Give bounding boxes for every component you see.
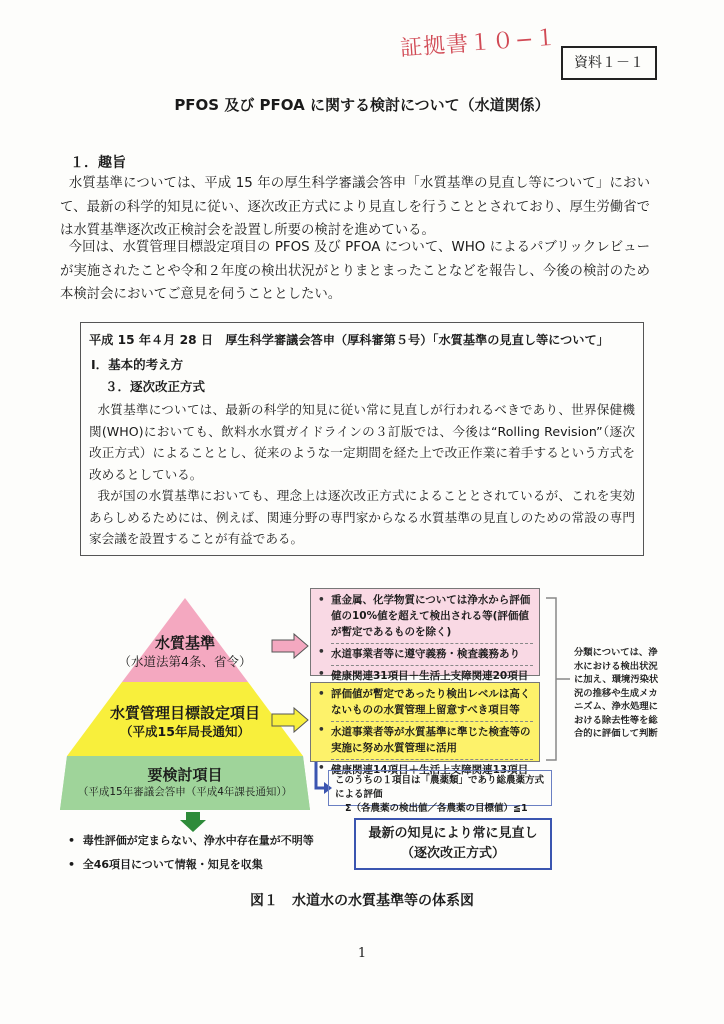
quote-box <box>80 322 644 556</box>
green-down-arrow-icon <box>180 812 206 832</box>
classification-note: 分類については、浄水における検出状況に加え、環境汚染状況の推移や生成メカニズム、浄水処理における除去性等を総合的に評価して判断 <box>574 647 659 739</box>
bottom-bullet-1: • 毒性評価が定まらない、浄水中存在量が不明等 <box>68 834 314 847</box>
target-items-box <box>310 682 540 776</box>
target-item: • 評価値が暫定であったり検出レベルは高くないものの水質管理上留意すべき項目等 <box>331 686 533 718</box>
bottom-bullet-2: • 全46項目について情報・知見を収集 <box>68 858 263 871</box>
pyramid-middle-label: 水質管理目標設定項目 （平成15年局長通知） <box>109 704 260 739</box>
section-paragraph-1: 水質基準については、平成 15 年の厚生科学審議会答申「水質基準の見直し等について」において、最新の科学的知見に従い、逐次改正方式により見直しを行うこととされており、厚生労働省では水質基準逐次改正検討会を設置し所要の検討を進めている。 <box>60 176 651 238</box>
pyramid-bottom-label: 要検討項目 （平成15年審議会答申（平成4年課長通知）） <box>77 766 293 798</box>
document-label: 資料１－１ <box>561 46 657 80</box>
yellow-arrow-icon <box>270 706 310 734</box>
quote-heading-1: Ⅰ．基本的考え方 <box>91 357 184 372</box>
section-paragraph-2: 今回は、水質管理目標設定項目の PFOS 及び PFOA について、WHO によるパブリックレビューが実施されたことや令和２年度の検出状況がとりまとまったことなどを報告し、今後の検討のため本検討会においてご意見を伺うこととしたい。 <box>60 240 650 302</box>
standards-item: • 重金属、化学物質については浄水から評価値の10%値を超えて検出される等(評価値が暫定であるものを除く) <box>331 592 533 640</box>
target-item: • 健康関連14項目＋生活上支障関連13項目 <box>331 759 533 778</box>
quote-heading-2: ３．逐次改正方式 <box>105 379 206 394</box>
standards-item: • 水道事業者等に遵守義務・検査義務あり <box>331 643 533 662</box>
pesticide-note: このうちの１項目は「農薬類」であり総農薬方式による評価 Σ（各農薬の検出値／各農薬の目標値）≦1 <box>328 770 552 806</box>
bracket-icon <box>544 596 574 764</box>
pyramid-top-label: 水質基準 （水道法第4条、省令） <box>118 634 252 669</box>
quote-title: 平成 15 年４月 28 日 厚生科学審議会答申（厚科審第５号）「水質基準の見直し等について」 <box>89 333 609 347</box>
pink-arrow-icon <box>270 632 310 660</box>
quote-paragraph-1: 水質基準については、最新の科学的知見に従い常に見直しが行われるべきであり、世界保健機関(WHO)においても、飲料水水質ガイドラインの３訂版では、今後は“Rolling Revision”（逐次改正方式）によることとし、従来のような一定期間を経た上で改正作業に着手するという方式を改めるとしている。 <box>89 402 636 482</box>
quote-paragraph-2: 我が国の水質基準においても、理念上は逐次改正方式によることとされているが、これを実効あらしめるためには、例えば、関連分野の専門家からなる水質基準の見直しのための常設の専門家会議を設置することが有益である。 <box>89 488 636 546</box>
rolling-revision-box: 最新の知見により常に見直し （逐次改正方式） <box>354 818 552 870</box>
figure-caption: 図１ 水道水の水質基準等の体系図 <box>250 893 474 909</box>
target-item: • 水道事業者等が水質基準に準じた検査等の実施に努め水質管理に活用 <box>331 721 533 756</box>
section-heading: １．趣旨 <box>70 155 126 171</box>
standards-item: • 健康関連31項目＋生活上支障関連20項目 <box>331 665 533 684</box>
page-title: PFOS 及び PFOA に関する検討について（水道関係） <box>174 96 550 114</box>
handwritten-stamp: 証拠書１０−１ <box>399 25 559 62</box>
standards-box <box>310 588 540 682</box>
page-number: 1 <box>357 946 367 961</box>
